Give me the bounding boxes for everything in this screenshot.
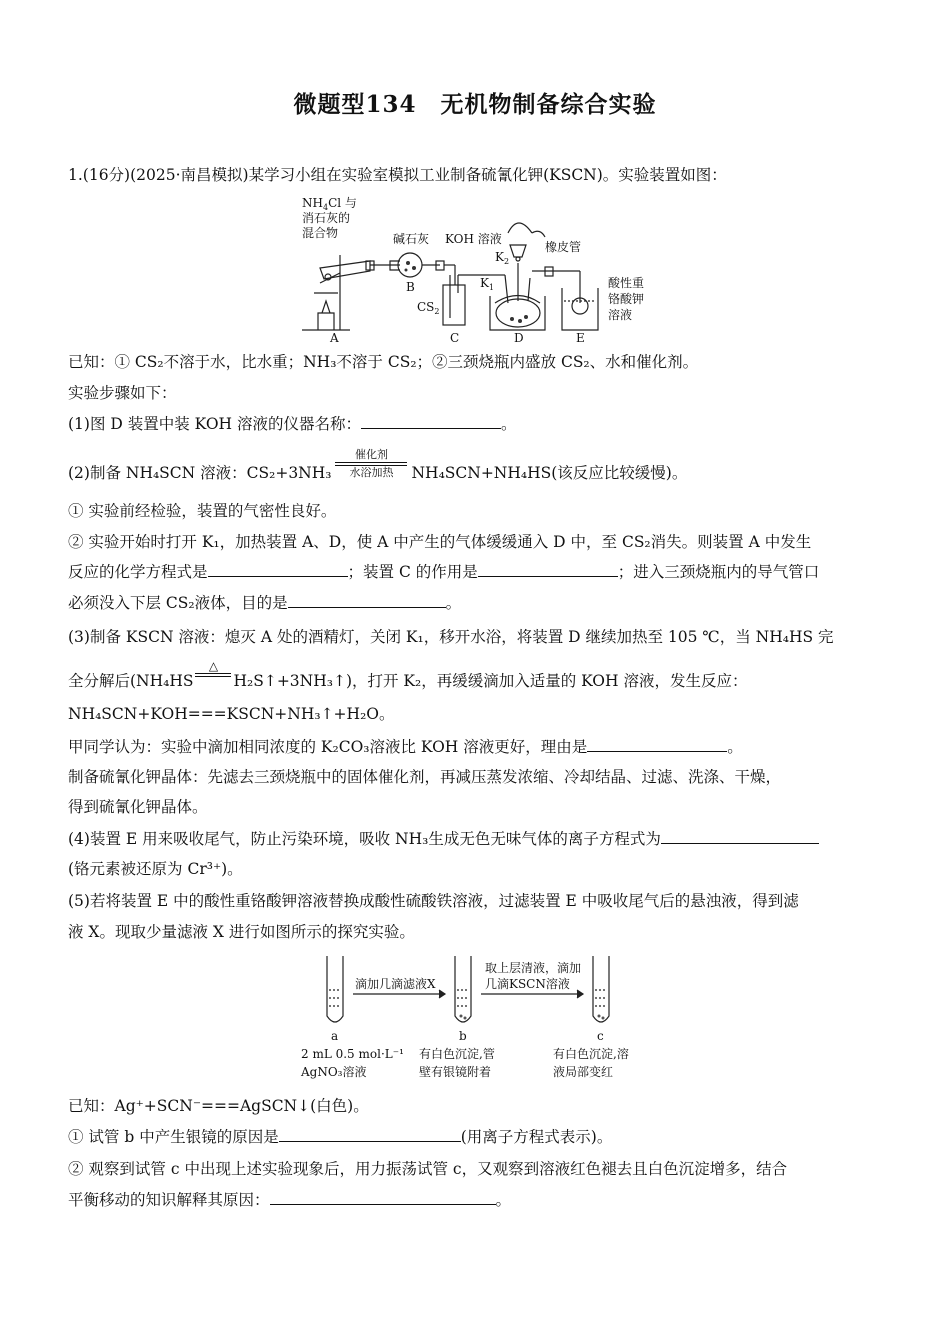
tube-b-label: b (459, 1029, 467, 1043)
tube-b-desc2: 壁有银镜附着 (419, 1065, 492, 1079)
tube-b-desc1: 有白色沉淀,管 (419, 1047, 495, 1061)
tube-a-desc1: 2 mL 0.5 mol·L⁻¹ (301, 1047, 404, 1061)
question-2-step1: ① 实验前经检验，装置的气密性良好。 (68, 502, 337, 520)
heat-condition: △ (195, 659, 231, 685)
arrow1-label: 滴加几滴滤液X (355, 977, 436, 991)
question-2-step2-line2: 反应的化学方程式是 ；装置 C 的作用是 ；进入三颈烧瓶内的导气管口 (68, 560, 819, 584)
test-tube-diagram (295, 952, 665, 1092)
question-5-part2-line1: ② 观察到试管 c 中出现上述实验现象后，用力振荡试管 c，又观察到溶液红色褪去且白色沉淀增多，结合 (68, 1160, 788, 1178)
answer-blank-5a[interactable] (279, 1125, 461, 1142)
label-d: D (514, 331, 524, 343)
e-reagent-line1: 酸性重 (608, 276, 645, 290)
page-title: 微题型134 无机物制备综合实验 (293, 91, 657, 118)
answer-blank-2a[interactable] (208, 560, 348, 577)
question-2: (2)制备 NH₄SCN 溶液：CS₂+3NH₃ 催化剂 水浴加热 NH₄SCN+NH₄HS(该反应比较缓慢)。 (68, 448, 688, 482)
answer-blank-1[interactable] (361, 412, 501, 429)
question-5-part2-line2: 平衡移动的知识解释其原因： 。 (68, 1188, 511, 1212)
koh-solution-label: KOH 溶液 (445, 232, 502, 246)
label-a: A (330, 331, 339, 343)
question-intro: 1.(16分)(2025·南昌模拟)某学习小组在实验室模拟工业制备硫氰化钾(KSCN)。实验装置如图： (68, 166, 727, 184)
answer-blank-2c[interactable] (288, 591, 446, 608)
label-b: B (406, 280, 415, 294)
question-4-line1: (4)装置 E 用来吸收尾气，防止污染环境，吸收 NH₃生成无色无味气体的离子方程式为 (68, 827, 819, 851)
arrow2-label-line1: 取上层清液，滴加 (485, 961, 582, 975)
answer-blank-4[interactable] (661, 827, 819, 844)
reagent-a-label-line3: 混合物 (302, 226, 339, 240)
question-4-line2: (铬元素被还原为 Cr³⁺)。 (68, 860, 243, 878)
tube-c-label: c (597, 1029, 604, 1043)
question-5-line1: (5)若将装置 E 中的酸性重铬酸钾溶液替换成酸性硫酸铁溶液，过滤装置 E 中吸收尾气后的悬浊液，得到滤 (68, 892, 799, 910)
soda-lime-label: 碱石灰 (393, 232, 430, 246)
question-3-line2: 全分解后(NH₄HS △ H₂S↑+3NH₃↑)，打开 K₂，再缓缓滴加入适量的 KOH 溶液，发生反应： (68, 659, 748, 690)
e-reagent-line3: 溶液 (608, 308, 633, 322)
answer-blank-5b[interactable] (270, 1188, 496, 1205)
question-3-line5: 制备硫氰化钾晶体：先滤去三颈烧瓶中的固体催化剂，再减压蒸发浓缩、冷却结晶、过滤、洗涤、干燥， (68, 768, 782, 786)
steps-heading: 实验步骤如下： (68, 384, 177, 402)
rubber-tube-label: 橡皮管 (545, 240, 582, 254)
tube-c-desc2: 液局部变红 (553, 1065, 614, 1079)
question-5-line2: 液 X。现取少量滤液 X 进行如图所示的探究实验。 (68, 923, 415, 941)
reaction-condition: 催化剂 水浴加热 (335, 448, 407, 480)
label-c: C (450, 331, 460, 343)
question-2-step2-line1: ② 实验开始时打开 K₁，加热装置 A、D，使 A 中产生的气体缓缓通入 D 中，至 CS₂消失。则装置 A 中发生 (68, 533, 812, 551)
cs2-label: $CS_2$ (417, 300, 440, 316)
question-3-line6: 得到硫氰化钾晶体。 (68, 798, 208, 816)
tube-c-desc1: 有白色沉淀,溶 (553, 1047, 629, 1061)
tube-a-label: a (331, 1029, 339, 1043)
question-3-line4: 甲同学认为：实验中滴加相同浓度的 K₂CO₃溶液比 KOH 溶液更好，理由是 。 (68, 735, 743, 759)
answer-blank-3[interactable] (587, 735, 727, 752)
reagent-a-label-line2: 消石灰的 (302, 211, 351, 225)
question-3-line3: NH₄SCN+KOH===KSCN+NH₃↑+H₂O。 (68, 705, 395, 723)
k1-label: $K_1$ (480, 276, 495, 292)
question-1: (1)图 D 装置中装 KOH 溶液的仪器名称： 。 (68, 412, 517, 436)
apparatus-diagram (290, 193, 670, 343)
e-reagent-line2: 铬酸钾 (608, 292, 645, 306)
question-3-line1: (3)制备 KSCN 溶液：熄灭 A 处的酒精灯，关闭 K₁，移开水浴，将装置 D 继续加热至 105 ℃，当 NH₄HS 完 (68, 628, 834, 646)
k2-label: $K_2$ (495, 250, 510, 266)
answer-blank-2b[interactable] (478, 560, 618, 577)
tube-a-desc2: AgNO₃溶液 (301, 1065, 367, 1079)
known-conditions-2: 已知：Ag⁺+SCN⁻===AgSCN↓(白色)。 (68, 1097, 369, 1115)
question-5-part1: ① 试管 b 中产生银镜的原因是 (用离子方程式表示)。 (68, 1125, 612, 1149)
known-conditions-1: 已知：① CS₂不溶于水，比水重；NH₃不溶于 CS₂；②三颈烧瓶内盛放 CS₂、水和催化剂。 (68, 353, 699, 371)
question-2-step2-line3: 必须没入下层 CS₂液体，目的是 。 (68, 591, 461, 615)
label-e: E (576, 331, 585, 343)
arrow2-label-line2: 几滴KSCN溶液 (485, 977, 570, 991)
reagent-a-label-line1: $NH_4Cl$ 与 (302, 196, 357, 212)
